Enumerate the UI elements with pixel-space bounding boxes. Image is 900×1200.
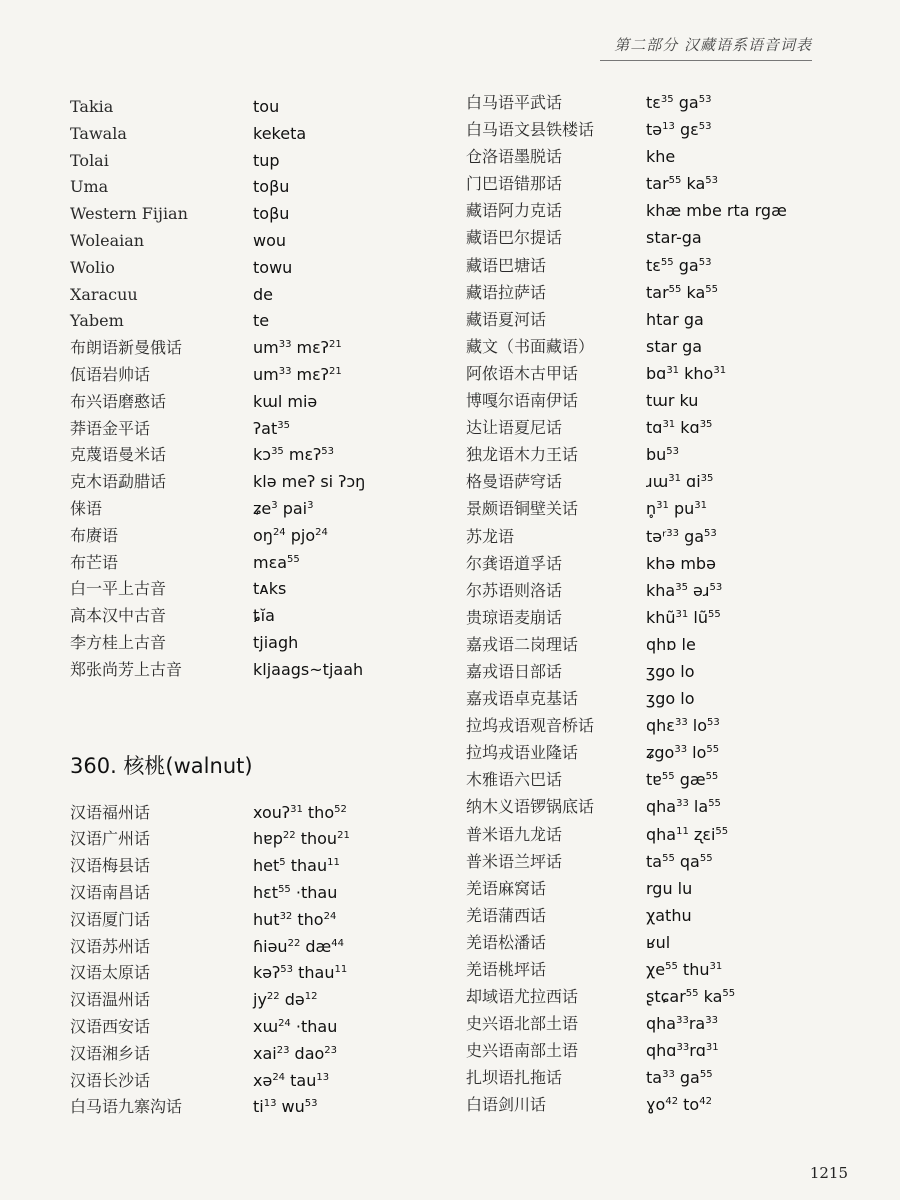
word-form: khæ mbe rta rgæ — [646, 201, 787, 221]
language-name: Western Fijian — [70, 204, 188, 224]
word-form: tə$^{13}$ gɛ$^{53}$ — [646, 120, 712, 140]
right-column — [466, 89, 846, 1119]
word-form: khũ$^{31}$ $lũ^{55}$ — [646, 607, 721, 627]
language-name: 普米语兰坪话 — [466, 851, 563, 871]
word-form: hut$^{32}$ tho$^{24}$ — [253, 909, 337, 929]
language-name: 却域语尤拉西话 — [466, 987, 579, 1007]
entry-row — [466, 116, 846, 143]
word-form: hɛt$^{55}$ ·thau — [253, 882, 338, 902]
entry-row — [70, 576, 450, 603]
word-form: kəʔ$^{53}$ thau$^{11}$ — [253, 963, 348, 983]
language-name: 拉坞戎语业隆话 — [466, 743, 579, 763]
word-form: tɑ$^{31}$ kɑ$^{35}$ — [646, 418, 713, 438]
entry-row — [466, 577, 846, 604]
language-name: 布芒语 — [70, 552, 119, 572]
language-name: Takia — [70, 97, 114, 116]
entry-row — [466, 143, 846, 170]
word-form: het$^5$ thau$^{11}$ — [253, 856, 340, 876]
word-form: kɔ$^{35}$ mɛʔ$^{53}$ — [253, 445, 335, 465]
entry-row — [466, 252, 846, 279]
entry-row — [70, 1094, 450, 1121]
language-name: 藏语巴尔提话 — [466, 228, 563, 248]
word-form: tᴀks — [253, 579, 287, 599]
language-name: 阿侬语木古甲话 — [466, 363, 579, 383]
word-form: ʑgo$^{33}$ $lo^{55}$ — [646, 743, 720, 763]
entry-row — [70, 442, 450, 469]
entry-row — [70, 335, 450, 362]
language-name: Wolio — [70, 257, 115, 277]
entry-row — [466, 766, 846, 793]
entry-row — [70, 657, 450, 684]
header-rule — [600, 60, 812, 61]
word-form: klə meʔ si ʔɔŋ — [253, 472, 366, 492]
word-form: ʁul — [646, 932, 671, 952]
entry-row — [70, 201, 450, 228]
language-name: 仓洛语墨脱话 — [466, 147, 563, 167]
language-name: 嘉戎语二岗理话 — [466, 634, 579, 654]
entry-row — [466, 875, 846, 902]
language-name: 白马语文县铁楼话 — [466, 120, 595, 140]
entry-row — [70, 603, 450, 630]
word-form: keketa — [253, 123, 307, 143]
language-name: Uma — [70, 177, 109, 197]
word-form: tup — [253, 150, 280, 170]
word-form: ɦiəu$^{22}$ $dæ^{44}$ — [253, 936, 344, 956]
entry-row — [466, 685, 846, 712]
word-form: tɐ$^{55}$ $gæ^{55}$ — [646, 770, 719, 790]
word-form: de — [253, 284, 273, 304]
entry-row — [466, 333, 846, 360]
entry-row — [70, 907, 450, 934]
word-form: ȶĭa — [253, 606, 275, 626]
word-form: $qha^{33}ra^{33}$ — [646, 1014, 718, 1034]
word-form: qhɑ$^{33}$rɑ$^{31}$ — [646, 1041, 719, 1061]
word-form: star-ga — [646, 228, 702, 248]
entry-row — [466, 929, 846, 956]
language-name: 克木语勐腊话 — [70, 472, 167, 492]
language-name: 藏语拉萨话 — [466, 282, 547, 302]
language-name: 汉语温州话 — [70, 990, 151, 1010]
language-name: 汉语广州话 — [70, 829, 151, 849]
language-name: 史兴语南部土语 — [466, 1041, 579, 1061]
word-form: tar$^{55}$ $ka^{53}$ — [646, 174, 718, 194]
word-form: bɑ$^{31}$ kho$^{31}$ — [646, 363, 727, 383]
entry-row — [466, 495, 846, 522]
entry-row — [70, 1014, 450, 1041]
entry-row — [466, 1064, 846, 1091]
language-name: 藏语巴塘话 — [466, 255, 547, 275]
entry-row — [70, 1041, 450, 1068]
language-name: 藏文（书面藏语） — [466, 336, 595, 356]
entry-row — [70, 282, 450, 309]
entry-row — [70, 389, 450, 416]
entry-row — [466, 983, 846, 1010]
word-form: $ti^{13}$ $wu^{53}$ — [253, 1097, 318, 1117]
language-name: 汉语南昌话 — [70, 882, 151, 902]
language-name: 白马语平武话 — [466, 93, 563, 112]
entry-row — [466, 902, 846, 929]
language-name: Tawala — [70, 123, 127, 143]
entry-row — [466, 712, 846, 739]
entry-row — [466, 197, 846, 224]
entry-row — [466, 224, 846, 251]
word-form: xouʔ$^{31}$ tho$^{52}$ — [253, 802, 347, 822]
word-form: ʒgo lo — [646, 689, 695, 709]
language-name: 贵琼语麦崩话 — [466, 607, 563, 627]
running-header: 第二部分 汉藏语系语音词表 — [614, 36, 812, 54]
language-name: Tolai — [70, 150, 109, 170]
word-form: $um^{33}$ mɛʔ$^{21}$ — [253, 338, 342, 358]
word-form: wou — [253, 230, 287, 250]
entry-row — [466, 631, 846, 658]
language-name: 藏语夏河话 — [466, 309, 547, 329]
word-form: tɯr ku — [646, 391, 699, 411]
language-name: 李方桂上古音 — [70, 632, 167, 652]
language-name: Xaracuu — [70, 284, 138, 304]
word-form: mɛa$^{55}$ — [253, 552, 300, 572]
word-form: kha$^{35}$ əɹ$^{53}$ — [646, 580, 723, 600]
entry-row — [466, 468, 846, 495]
word-form: $bu^{53}$ — [646, 445, 680, 465]
language-name: 布赓语 — [70, 525, 119, 545]
language-name: 尔苏语则洛话 — [466, 580, 563, 600]
entry-row — [70, 255, 450, 282]
word-form: $oŋ^{24}$ pjo$^{24}$ — [253, 525, 328, 545]
language-name: 独龙语木力王话 — [466, 445, 579, 465]
word-form: qhɛ$^{33}$ $lo^{53}$ — [646, 716, 720, 736]
word-form: toβu — [253, 177, 290, 197]
word-form: ʒgo lo — [646, 661, 695, 681]
left-column — [70, 94, 450, 1121]
language-name: 达让语夏尼话 — [466, 418, 563, 438]
entry-row — [466, 658, 846, 685]
language-name: 布兴语磨憨话 — [70, 391, 167, 411]
left-top-list — [70, 94, 450, 684]
entry-row — [466, 821, 846, 848]
language-name: 景颇语铜壁关话 — [466, 499, 579, 519]
word-form: qhɒ le — [646, 634, 696, 654]
section-heading: 360. 核桃(walnut) — [70, 753, 253, 778]
entry-row — [466, 956, 846, 983]
language-name: 苏龙语 — [466, 526, 515, 546]
entry-row — [466, 170, 846, 197]
entry-row — [70, 416, 450, 443]
entry-row — [70, 630, 450, 657]
language-name: 纳木义语锣锅底话 — [466, 797, 595, 817]
language-name: Woleaian — [70, 230, 145, 250]
right-list — [466, 89, 846, 1119]
language-name: 尔龚语道孚话 — [466, 553, 563, 573]
language-name: 克蔑语曼米话 — [70, 445, 167, 465]
entry-row — [70, 496, 450, 523]
entry-row — [466, 414, 846, 441]
language-name: 白马语九寨沟话 — [70, 1097, 183, 1117]
entry-row — [466, 89, 846, 116]
language-name: Yabem — [70, 311, 124, 331]
word-form: tɛ$^{55}$ $ga^{53}$ — [646, 255, 712, 275]
word-form: star ga — [646, 336, 703, 356]
entry-row — [70, 121, 450, 148]
language-name: 羌语麻窝话 — [466, 878, 547, 898]
language-name: 汉语太原话 — [70, 963, 151, 983]
entry-row — [466, 306, 846, 333]
language-name: 羌语蒲西话 — [466, 905, 547, 925]
word-form: xai$^{23}$ dao$^{23}$ — [253, 1043, 338, 1063]
word-form: ɣo$^{42}$ $to^{42}$ — [646, 1095, 712, 1115]
word-form: ʑe$^3$ pai$^3$ — [253, 498, 314, 518]
language-name: 白语剑川话 — [466, 1095, 547, 1115]
word-form: xə$^{24}$ tau$^{13}$ — [253, 1070, 330, 1090]
word-form: təʳ$^{33}$ $ga^{53}$ — [646, 526, 717, 546]
language-name: 扎坝语扎拖话 — [466, 1068, 563, 1088]
entry-row — [466, 848, 846, 875]
word-form: qha$^{11}$ ʐɛi$^{55}$ — [646, 824, 729, 844]
language-name: 嘉戎语卓克基话 — [466, 689, 579, 709]
entry-row — [466, 739, 846, 766]
page-number: 1215 — [809, 1164, 848, 1182]
word-form: tou — [253, 97, 280, 116]
word-form: $um^{33}$ mɛʔ$^{21}$ — [253, 364, 342, 384]
language-name: 博嘎尔语南伊话 — [466, 391, 579, 411]
entry-row — [466, 550, 846, 577]
language-name: 史兴语北部土语 — [466, 1014, 579, 1034]
entry-row — [70, 308, 450, 335]
entry-row — [466, 604, 846, 631]
word-form: te — [253, 311, 270, 331]
entry-row — [70, 853, 450, 880]
entry-row — [70, 826, 450, 853]
word-form: khə mbə — [646, 553, 716, 573]
entry-row — [70, 550, 450, 577]
word-form: $ta^{55}$ $qa^{55}$ — [646, 851, 713, 871]
language-name: 羌语松潘话 — [466, 932, 547, 952]
entry-row — [70, 960, 450, 987]
entry-row — [70, 362, 450, 389]
language-name: 俫语 — [70, 498, 103, 518]
entry-row — [70, 800, 450, 827]
language-name: 白一平上古音 — [70, 579, 167, 599]
word-form: kljaags~tjaah — [253, 659, 364, 679]
word-form: $\chi e^{55}$ thu$^{31}$ — [646, 960, 723, 979]
word-form: ɹɯ$^{31}$ ɑi$^{35}$ — [646, 472, 714, 492]
entry-row — [466, 793, 846, 820]
language-name: 藏语阿力克话 — [466, 201, 563, 221]
word-form: ʂtɕar$^{55}$ $ka^{55}$ — [646, 987, 736, 1007]
language-name: 拉坞戎语观音桥话 — [466, 716, 595, 736]
language-name: 汉语湘乡话 — [70, 1043, 151, 1063]
entry-row — [70, 148, 450, 175]
language-name: 佤语岩帅话 — [70, 364, 151, 384]
language-name: 嘉戎语日部话 — [466, 661, 563, 681]
entry-row — [70, 934, 450, 961]
entry-row — [466, 1037, 846, 1064]
language-name: 汉语长沙话 — [70, 1070, 151, 1090]
entry-row — [70, 880, 450, 907]
language-name: 汉语西安话 — [70, 1016, 151, 1036]
word-form: $ta^{33}$ $ga^{55}$ — [646, 1068, 713, 1088]
entry-row — [70, 174, 450, 201]
word-form: $jy^{22}$ də$^{12}$ — [253, 990, 318, 1010]
language-name: 门巴语错那话 — [466, 174, 563, 194]
word-form: qha$^{33}$ $la^{55}$ — [646, 797, 721, 817]
word-form: tjiagh — [253, 632, 299, 652]
language-name: 莽语金平话 — [70, 418, 151, 438]
language-name: 普米语九龙话 — [466, 824, 563, 844]
entry-row — [70, 94, 450, 121]
language-name: 木雅语六巴话 — [466, 770, 563, 790]
word-form: kɯl miə — [253, 391, 318, 411]
word-form: xɯ$^{24}$ ·thau — [253, 1016, 338, 1036]
word-form: hɐp$^{22}$ thou$^{21}$ — [253, 829, 350, 849]
word-form: tar$^{55}$ $ka^{55}$ — [646, 282, 718, 302]
word-form: χathu — [646, 905, 692, 925]
word-form: khe — [646, 147, 676, 167]
entry-row — [466, 279, 846, 306]
entry-row — [70, 523, 450, 550]
language-name: 郑张尚芳上古音 — [70, 659, 183, 679]
entry-row — [70, 1068, 450, 1095]
language-name: 汉语福州话 — [70, 802, 151, 822]
entry-row — [466, 523, 846, 550]
entry-row — [70, 987, 450, 1014]
entry-row — [70, 469, 450, 496]
entry-row — [70, 228, 450, 255]
language-name: 汉语苏州话 — [70, 936, 151, 956]
word-form: toβu — [253, 204, 290, 224]
language-name: 高本汉中古音 — [70, 606, 167, 626]
word-form: tɛ$^{35}$ $ga^{53}$ — [646, 93, 712, 112]
entry-row — [466, 387, 846, 414]
language-name: 布朗语新曼俄话 — [70, 338, 183, 358]
language-name: 汉语梅县话 — [70, 856, 151, 876]
word-form: ʔat$^{35}$ — [253, 418, 290, 438]
left-bottom-list — [70, 800, 450, 1122]
word-form: towu — [253, 257, 293, 277]
word-form: htar ga — [646, 309, 704, 329]
word-form: rgu lu — [646, 878, 693, 898]
entry-row — [466, 441, 846, 468]
language-name: 汉语厦门话 — [70, 909, 151, 929]
entry-row — [466, 1010, 846, 1037]
language-name: 羌语桃坪话 — [466, 960, 547, 979]
entry-row — [466, 360, 846, 387]
word-form: n̥$^{31}$ $pu^{31}$ — [646, 499, 707, 519]
language-name: 格曼语萨穹话 — [466, 472, 563, 492]
entry-row — [466, 1091, 846, 1118]
